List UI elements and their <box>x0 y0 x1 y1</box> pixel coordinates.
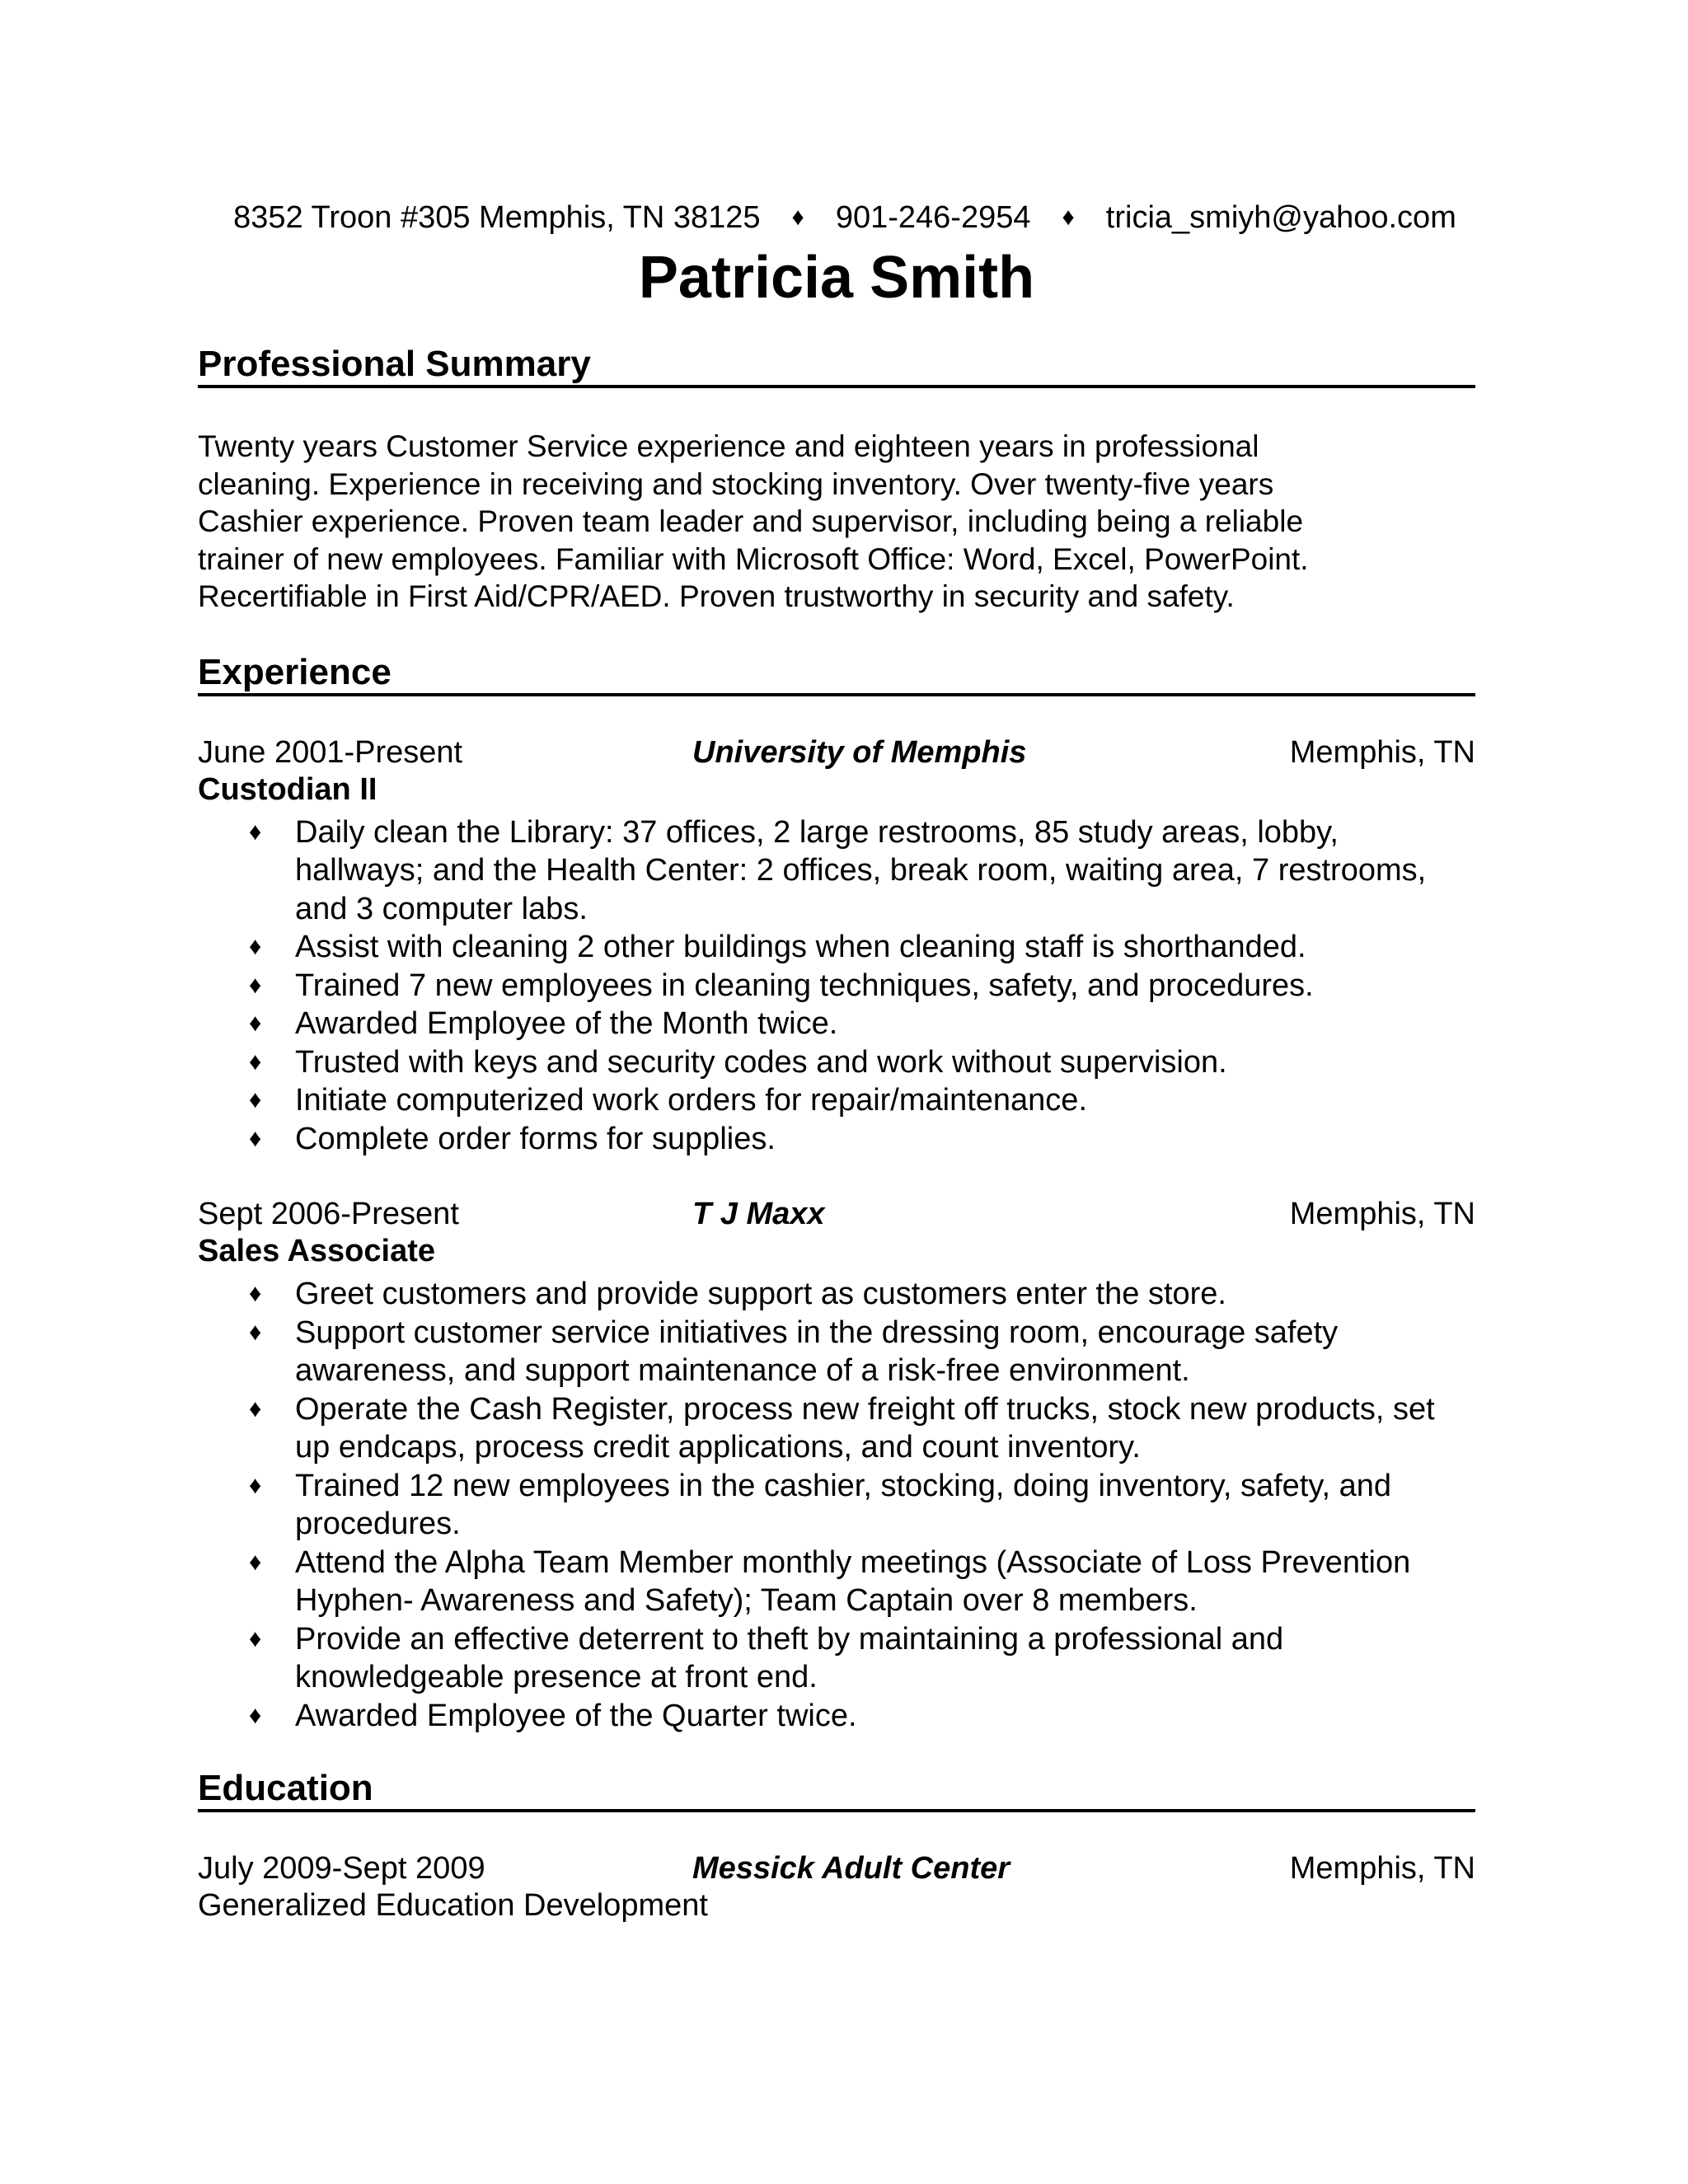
bullet-item <box>198 1467 1475 1544</box>
job-bullets <box>198 813 1475 1159</box>
summary-text: Twenty years Customer Service experience and eighteen years in professional cleaning. Experience in receiving and stocking inventory. Over twenty-five years Cashier experience. Proven team leader and supervisor, including being a reliable trainer of new employees. Familiar with Microsoft Office: Word, Excel, PowerPoint. Recertifiable in First Aid/CPR/AED. Proven trustworthy in security and safety. <box>198 429 1309 613</box>
education-program: Generalized Education Development <box>198 1888 708 1923</box>
diamond-bullet-icon: ♦ <box>249 971 262 999</box>
job-header <box>198 1196 1475 1233</box>
bullet-text: Trusted with keys and security codes and work without supervision. <box>295 1044 1227 1080</box>
diamond-bullet-icon: ♦ <box>249 1624 262 1652</box>
diamond-bullet-icon: ♦ <box>249 1010 262 1037</box>
bullet-item <box>198 1544 1475 1620</box>
bullet-item <box>198 1081 1475 1120</box>
job-title: Custodian II <box>198 771 377 807</box>
summary-heading: Professional Summary <box>198 344 1475 388</box>
diamond-bullet-icon: ♦ <box>249 1394 262 1422</box>
job-bullets <box>198 1275 1475 1735</box>
education-school: Messick Adult Center <box>692 1851 1010 1886</box>
contact-line <box>198 198 1492 240</box>
bullet-text: Assist with cleaning 2 other buildings when cleaning staff is shorthanded. <box>295 930 1306 964</box>
diamond-bullet-icon: ♦ <box>249 1280 262 1307</box>
diamond-bullet-icon: ♦ <box>249 818 262 846</box>
diamond-bullet-icon: ♦ <box>249 1086 262 1113</box>
bullet-text: Initiate computerized work orders for repair/maintenance. <box>295 1083 1088 1118</box>
job-entry <box>198 734 1475 1159</box>
education-entry <box>198 1850 1475 1924</box>
contact-email: tricia_smiyh@yahoo.com <box>1105 200 1456 235</box>
job-location: Memphis, TN <box>1289 1197 1475 1231</box>
bullet-text: Attend the Alpha Team Member monthly meetings (Associate of Loss Prevention Hyphen- Awareness and Safety); Team Captain over 8 members. <box>295 1544 1411 1618</box>
bullet-item <box>198 1043 1475 1082</box>
bullet-text: Trained 12 new employees in the cashier, stocking, doing inventory, safety, and procedures. <box>295 1468 1392 1541</box>
contact-phone: 901-246-2954 <box>835 200 1031 235</box>
bullet-item <box>198 1120 1475 1159</box>
bullet-text: Provide an effective deterrent to theft by maintaining a professional and knowledgeable presence at front end. <box>295 1621 1284 1694</box>
bullet-text: Awarded Employee of the Month twice. <box>295 1006 838 1041</box>
diamond-bullet-icon: ♦ <box>249 1701 262 1729</box>
education-header <box>198 1850 1475 1887</box>
job-dates: Sept 2006-Present <box>198 1197 459 1231</box>
job-employer: University of Memphis <box>692 734 1027 770</box>
contact-address: 8352 Troon #305 Memphis, TN 38125 <box>233 200 761 235</box>
bullet-item <box>198 1390 1475 1467</box>
bullet-item <box>198 1005 1475 1043</box>
job-title: Sales Associate <box>198 1234 435 1268</box>
bullet-text: Trained 7 new employees in cleaning techniques, safety, and procedures. <box>295 968 1314 1003</box>
bullet-text: Support customer service initiatives in the dressing room, encourage safety awareness, and support maintenance of a risk-free environment. <box>295 1315 1339 1388</box>
education-heading: Education <box>198 1768 1475 1812</box>
bullet-text: Complete order forms for supplies. <box>295 1121 776 1156</box>
candidate-name: Patricia Smith <box>638 245 1035 311</box>
job-dates: June 2001-Present <box>198 734 463 770</box>
diamond-bullet-icon: ♦ <box>249 933 262 960</box>
bullet-text: Awarded Employee of the Quarter twice. <box>295 1698 857 1733</box>
diamond-bullet-icon: ♦ <box>249 1471 262 1499</box>
education-location: Memphis, TN <box>1289 1851 1475 1886</box>
education-dates: July 2009-Sept 2009 <box>198 1851 485 1886</box>
job-list <box>198 734 1475 1736</box>
job-employer: T J Maxx <box>692 1197 825 1231</box>
bullet-item <box>198 1697 1475 1736</box>
experience-heading: Experience <box>198 652 1475 696</box>
diamond-bullet-icon: ♦ <box>249 1318 262 1346</box>
diamond-separator-icon: ♦ <box>1062 204 1075 231</box>
job-entry <box>198 1196 1475 1735</box>
diamond-bullet-icon: ♦ <box>249 1548 262 1576</box>
resume-content <box>198 198 1475 1924</box>
bullet-item <box>198 813 1475 929</box>
diamond-bullet-icon: ♦ <box>249 1047 262 1076</box>
bullet-item <box>198 1620 1475 1697</box>
bullet-item <box>198 1314 1475 1390</box>
diamond-bullet-icon: ♦ <box>249 1124 262 1152</box>
bullet-item <box>198 1275 1475 1314</box>
bullet-text: Daily clean the Library: 37 offices, 2 large restrooms, 85 study areas, lobby, hallways; and the Health Center: 2 offices, break room, waiting area, 7 restrooms, and 3 computer labs. <box>295 814 1427 926</box>
bullet-item <box>198 967 1475 1005</box>
job-location: Memphis, TN <box>1289 734 1475 770</box>
diamond-separator-icon: ♦ <box>791 204 804 231</box>
bullet-text: Operate the Cash Register, process new freight off trucks, stock new products, set up endcaps, process credit applications, and count inventory. <box>295 1391 1435 1465</box>
job-header <box>198 734 1475 771</box>
bullet-text: Greet customers and provide support as customers enter the store. <box>295 1277 1226 1311</box>
bullet-item <box>198 928 1475 967</box>
